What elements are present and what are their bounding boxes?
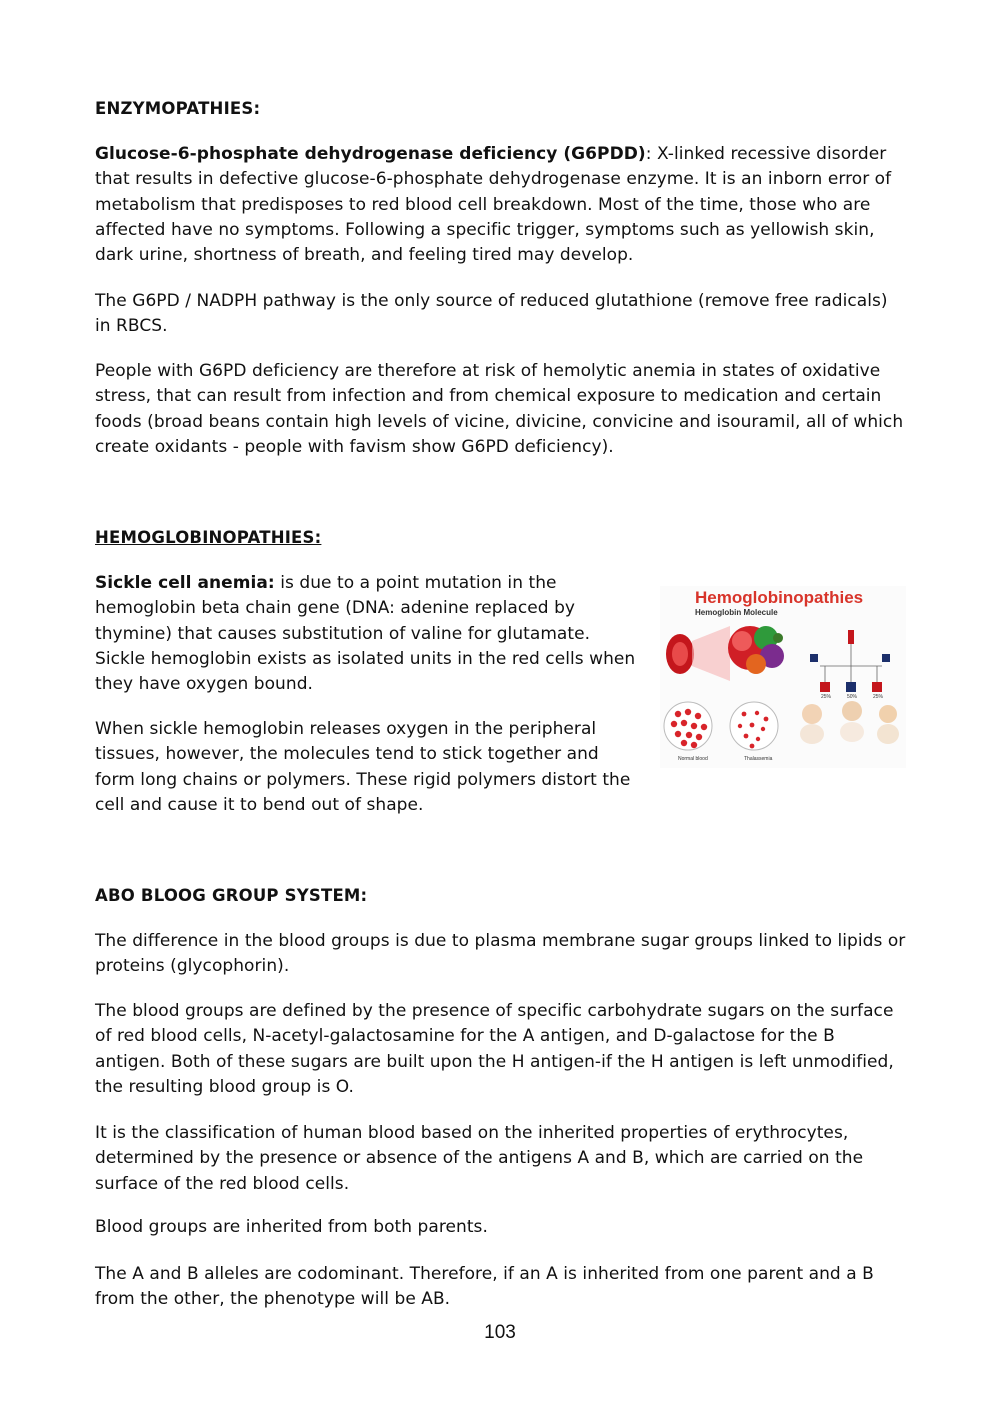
- hemoglobinopathies-illustration: [660, 586, 906, 768]
- pct-mid: 50%: [847, 694, 858, 700]
- abo-paragraph-2: The blood groups are defined by the presence of specific carbohydrate sugars on the surface of red blood cells, N-acetyl-galactosamine for the A antigen, and D-galactose for the B antigen. Both of these sugars are built upon the H antigen-if the H antigen is left unmodified, the resulting blood group is O.: [95, 1001, 894, 1097]
- g6pd-risk-paragraph: People with G6PD deficiency are therefore at risk of hemolytic anemia in states of oxidative stress, that can result from infection and from chemical exposure to medication and certain foods (broad beans contain high levels of vicine, divicine, convicine and isouramil, all of which create oxidants - people with favism show G6PD deficiency).: [95, 361, 904, 457]
- abo-paragraph-1: The difference in the blood groups is due to plasma membrane sugar groups linked to lipids or proteins (glycophorin).: [95, 931, 906, 977]
- pct-left: 25%: [821, 694, 832, 700]
- normal-blood-label: Normal blood: [678, 756, 708, 762]
- thalassemia-label: Thalassemia: [744, 756, 773, 762]
- normal-blood-smear-icon: [664, 702, 712, 750]
- enzymopathies-heading: ENZYMOPATHIES:: [95, 99, 261, 118]
- sickle-polymer-paragraph: When sickle hemoglobin releases oxygen in the peripheral tissues, however, the molecules tend to stick together and form long chains or polymers. These rigid polymers distort the cell and cause it to bend out of shape.: [95, 719, 631, 815]
- inheritance-chart-icon: [810, 630, 890, 700]
- pct-right: 25%: [873, 694, 884, 700]
- sickle-cell-text: is due to a point mutation in the hemoglobin beta chain gene (DNA: adenine replaced by thymine) that causes substitution of valine for glutamate. Sickle hemoglobin exists as isolated units in the red cells when they have oxygen bound.: [95, 573, 636, 695]
- figure-subtitle: Hemoglobin Molecule: [695, 608, 778, 617]
- figure-title: Hemoglobinopathies: [695, 588, 864, 607]
- babies-icon: [800, 701, 899, 744]
- hemoglobinopathies-heading: HEMOGLOBINOPATHIES:: [95, 528, 322, 547]
- hemoglobin-molecule-icon: [728, 626, 784, 674]
- sickle-cell-paragraph: [95, 571, 640, 697]
- abo-paragraph-4: Blood groups are inherited from both parents.: [95, 1217, 488, 1237]
- red-blood-cell-icon: [666, 626, 730, 681]
- thalassemia-smear-icon: [730, 702, 778, 750]
- abo-paragraph-5: The A and B alleles are codominant. Therefore, if an A is inherited from one parent and a B from the other, the phenotype will be AB.: [95, 1264, 874, 1310]
- g6pd-pathway-paragraph: The G6PD / NADPH pathway is the only source of reduced glutathione (remove free radicals) in RBCS.: [95, 291, 888, 337]
- page-number: 103: [484, 1322, 516, 1343]
- sickle-cell-term: Sickle cell anemia:: [95, 573, 275, 593]
- g6pdd-term: Glucose-6-phosphate dehydrogenase deficiency (G6PDD): [95, 144, 646, 164]
- g6pdd-paragraph: [95, 142, 907, 268]
- g6pdd-text: : X-linked recessive disorder that results in defective glucose-6-phosphate dehydrogenase enzyme. It is an inborn error of metabolism that predisposes to red blood cell breakdown. Most of the time, those who are affected have no symptoms. Following a specific trigger, symptoms such as yellowish skin, dark urine, shortness of breath, and feeling tired may develop.: [95, 144, 892, 266]
- abo-paragraph-3: It is the classification of human blood based on the inherited properties of erythrocytes, determined by the presence or absence of the antigens A and B, which are carried on the surface of the red blood cells.: [95, 1123, 864, 1194]
- abo-heading: ABO BLOOG GROUP SYSTEM:: [95, 886, 368, 905]
- hemoglobinopathies-figure: [660, 586, 906, 768]
